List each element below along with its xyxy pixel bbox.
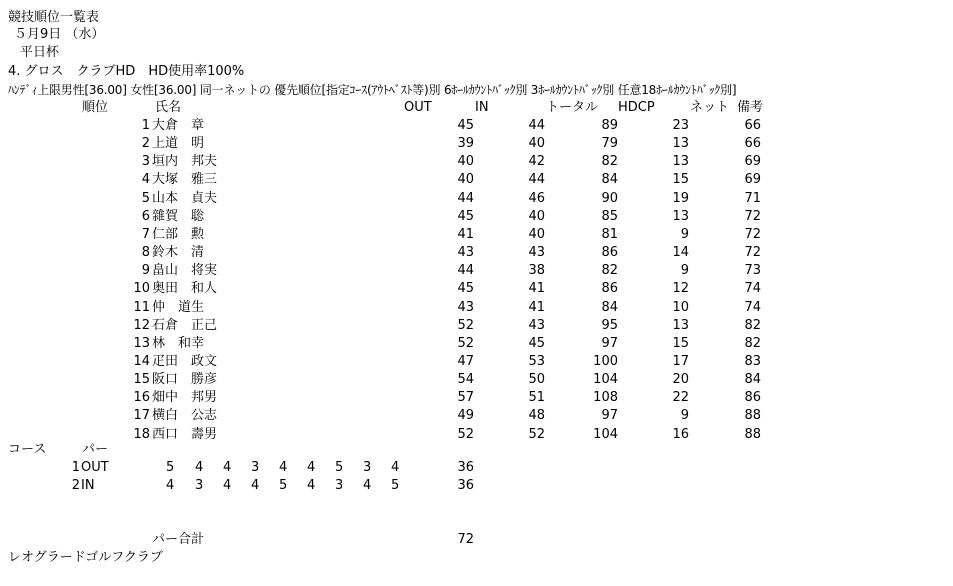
hdcp-cell: 23 [672,118,689,133]
hole-par: 3 [195,478,204,493]
out-score-cell: 52 [457,426,474,442]
out-score-cell: 45 [457,118,474,133]
out-score-cell: 57 [457,390,474,406]
player-name-cell: 上道 明 [152,136,205,152]
hole-par: 5 [279,478,288,493]
player-name-cell: 仁部 勲 [152,226,205,242]
rank-cell: 5 [141,190,150,206]
in-score-cell: 46 [528,190,545,206]
hole-par: 5 [335,460,344,475]
player-name-cell: 大塚 雅三 [152,172,218,188]
total-score-cell: 97 [601,335,618,351]
net-score-cell: 82 [744,335,761,351]
net-score-cell: 74 [744,281,761,297]
event-name: 平日杯 [20,45,60,60]
player-name-cell: 山本 貞夫 [152,190,218,206]
hdcp-cell: 15 [672,172,689,188]
net-score-cell: 82 [744,317,761,333]
in-score-cell: 53 [528,353,545,369]
player-name-cell: 垣内 邦夫 [152,154,218,170]
out-score-cell: 44 [457,190,474,206]
course-name: IN [81,478,95,493]
rank-cell: 14 [133,353,150,369]
in-score-cell: 40 [528,136,545,152]
rank-cell: 1 [141,118,150,133]
total-score-cell: 84 [601,172,618,188]
player-name-cell: 阪口 勝彦 [152,372,218,388]
hdcp-cell: 12 [672,281,689,297]
column-header-rank: 順位 [82,100,109,115]
hole-par: 5 [166,460,175,475]
hole-par: 3 [363,460,372,475]
par-total-label: パー合計 [152,532,205,547]
rank-cell: 6 [141,208,150,224]
rank-cell: 7 [141,226,150,242]
rank-cell: 8 [141,245,150,261]
net-score-cell: 71 [744,190,761,206]
course-par-total: 36 [457,478,474,493]
in-score-cell: 40 [528,208,545,224]
net-score-cell: 72 [744,245,761,261]
out-score-cell: 45 [457,281,474,297]
player-name-cell: 大倉 章 [152,118,205,133]
hole-par: 4 [307,478,316,493]
in-score-cell: 38 [528,263,545,279]
hdcp-cell: 14 [672,245,689,261]
column-header-notes: 備考 [737,100,764,115]
rank-cell: 4 [141,172,150,188]
total-score-cell: 89 [601,118,618,133]
out-score-cell: 44 [457,263,474,279]
rank-cell: 10 [133,281,150,297]
hole-par: 4 [307,460,316,475]
player-name-cell: 疋田 政文 [152,353,218,369]
total-score-cell: 104 [593,426,618,442]
out-score-cell: 41 [457,226,474,242]
total-score-cell: 97 [601,408,618,424]
out-score-cell: 52 [457,335,474,351]
hdcp-cell: 13 [672,208,689,224]
out-score-cell: 45 [457,208,474,224]
in-score-cell: 42 [528,154,545,170]
event-date: ５月9日 （水） [14,27,105,42]
column-header-name: 氏名 [155,100,182,115]
total-score-cell: 95 [601,317,618,333]
total-score-cell: 90 [601,190,618,206]
out-score-cell: 52 [457,317,474,333]
net-score-cell: 88 [744,426,761,442]
net-score-cell: 66 [744,136,761,152]
in-score-cell: 50 [528,372,545,388]
column-header-net: ネット [690,100,730,115]
rank-cell: 2 [141,136,150,152]
hole-par: 3 [335,478,344,493]
column-header-in: IN [475,100,489,115]
net-score-cell: 83 [744,353,761,369]
page-title: 競技順位一覧表 [8,10,100,25]
course-name: OUT [81,460,109,475]
net-score-cell: 86 [744,390,761,406]
hdcp-cell: 9 [680,263,689,279]
out-score-cell: 49 [457,408,474,424]
net-score-cell: 88 [744,408,761,424]
hole-par: 4 [195,460,204,475]
hdcp-cell: 13 [672,317,689,333]
total-score-cell: 84 [601,299,618,315]
hdcp-cell: 13 [672,136,689,152]
hdcp-cell: 13 [672,154,689,170]
rank-cell: 18 [133,426,150,442]
total-score-cell: 86 [601,281,618,297]
hdcp-cell: 17 [672,353,689,369]
out-score-cell: 43 [457,299,474,315]
hdcp-cell: 10 [672,299,689,315]
course-label: コース [8,442,47,457]
total-score-cell: 82 [601,263,618,279]
in-score-cell: 44 [528,172,545,188]
hdcp-cell: 20 [672,372,689,388]
rank-cell: 11 [133,299,150,315]
total-score-cell: 100 [593,353,618,369]
course-number: 1 [71,460,80,475]
net-score-cell: 72 [744,226,761,242]
column-header-out: OUT [404,100,432,115]
net-score-cell: 73 [744,263,761,279]
total-score-cell: 104 [593,372,618,388]
golf-club-name: レオグラードゴルフクラブ [8,550,163,565]
total-score-cell: 79 [601,136,618,152]
total-score-cell: 81 [601,226,618,242]
in-score-cell: 44 [528,118,545,133]
column-header-hdcp: HDCP [618,100,655,115]
net-score-cell: 84 [744,372,761,388]
par-total-value: 72 [457,532,474,547]
hdcp-cell: 15 [672,335,689,351]
course-number: 2 [71,478,80,493]
total-score-cell: 82 [601,154,618,170]
net-score-cell: 74 [744,299,761,315]
net-score-cell: 66 [744,118,761,133]
player-name-cell: 横白 公志 [152,408,218,424]
net-score-cell: 69 [744,154,761,170]
in-score-cell: 40 [528,226,545,242]
player-name-cell: 石倉 正己 [152,317,218,333]
total-score-cell: 86 [601,245,618,261]
total-score-cell: 108 [593,390,618,406]
rank-cell: 15 [133,372,150,388]
in-score-cell: 48 [528,408,545,424]
net-score-cell: 72 [744,208,761,224]
hole-par: 4 [391,460,400,475]
in-score-cell: 45 [528,335,545,351]
hole-par: 4 [166,478,175,493]
hole-par: 4 [363,478,372,493]
player-name-cell: 林 和幸 [152,335,205,351]
course-par-total: 36 [457,460,474,475]
in-score-cell: 43 [528,245,545,261]
rank-cell: 16 [133,390,150,406]
competition-category: 4. グロス クラブHD HD使用率100% [8,64,245,79]
in-score-cell: 52 [528,426,545,442]
net-score-cell: 69 [744,172,761,188]
out-score-cell: 43 [457,245,474,261]
out-score-cell: 39 [457,136,474,152]
hole-par: 4 [223,478,232,493]
player-name-cell: 雜賀 聡 [152,208,205,224]
hdcp-cell: 9 [680,408,689,424]
par-label: パー [82,442,109,457]
player-name-cell: 西口 壽男 [152,426,218,442]
hole-par: 3 [251,460,260,475]
rank-cell: 17 [133,408,150,424]
rank-cell: 9 [141,263,150,279]
rank-cell: 3 [141,154,150,170]
hole-par: 5 [391,478,400,493]
out-score-cell: 40 [457,172,474,188]
hole-par: 4 [279,460,288,475]
in-score-cell: 51 [528,390,545,406]
rank-cell: 12 [133,317,150,333]
hdcp-cell: 9 [680,226,689,242]
in-score-cell: 43 [528,317,545,333]
column-header-total: トータル [546,100,599,115]
out-score-cell: 40 [457,154,474,170]
hdcp-cell: 19 [672,190,689,206]
rank-cell: 13 [133,335,150,351]
player-name-cell: 奥田 和人 [152,281,218,297]
hole-par: 4 [223,460,232,475]
handicap-conditions: ﾊﾝﾃﾞｨ上限男性[36.00] 女性[36.00] 同一ネットの 優先順位[指定ｺｰｽ(ｱｳﾄﾍﾞｽﾄ等)別 6ﾎｰﾙｶｳﾝﾄﾊﾞｯｸ別 3ﾎｰﾙｶｳﾝﾄﾊﾞｯｸ別 任意18ﾎｰﾙｶｳﾝﾄﾊﾞｯｸ別] [8,83,737,97]
in-score-cell: 41 [528,281,545,297]
out-score-cell: 54 [457,372,474,388]
hole-par: 4 [251,478,260,493]
player-name-cell: 仲 道生 [152,299,205,315]
player-name-cell: 鈴木 清 [152,245,205,261]
player-name-cell: 畠山 将実 [152,263,218,279]
total-score-cell: 85 [601,208,618,224]
hdcp-cell: 22 [672,390,689,406]
out-score-cell: 47 [457,353,474,369]
player-name-cell: 畑中 邦男 [152,390,218,406]
hdcp-cell: 16 [672,426,689,442]
in-score-cell: 41 [528,299,545,315]
